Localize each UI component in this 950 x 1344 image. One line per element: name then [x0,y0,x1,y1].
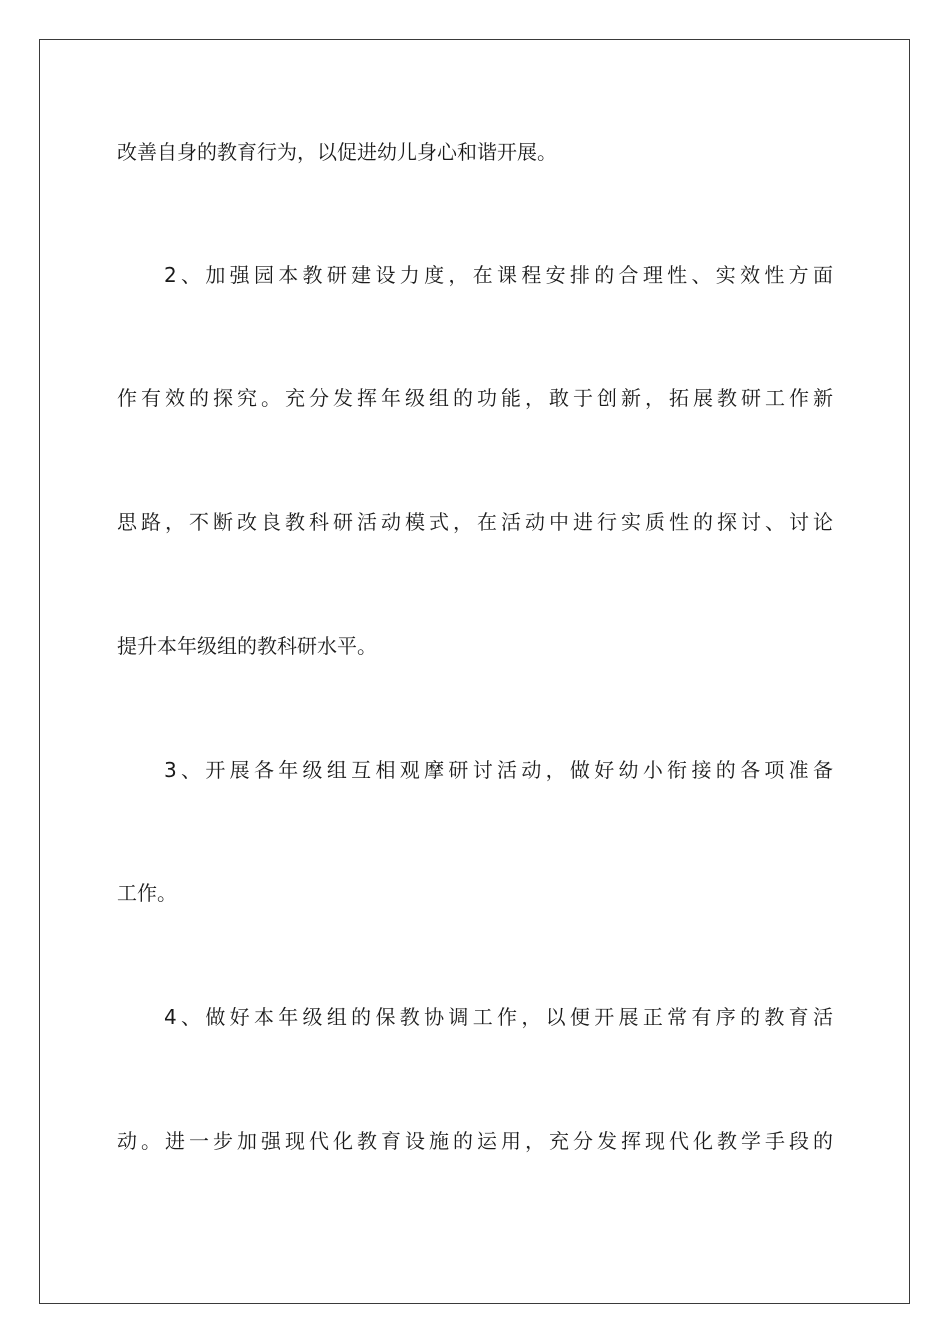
page-border [39,39,910,1304]
text-line-1: 改善自身的教育行为，以促进幼儿身心和谐开展。 [117,140,557,164]
text-line-3: 作有效的探究。充分发挥年级组的功能，敢于创新，拓展教研工作新 [117,386,833,410]
text-line-4: 思路，不断改良教科研活动模式，在活动中进行实质性的探讨、讨论 [117,510,833,534]
text-line-5: 提升本年级组的教科研水平。 [117,634,377,658]
text-line-8: 4、做好本年级组的保教协调工作，以便开展正常有序的教育活 [164,1005,833,1029]
text-line-9: 动。进一步加强现代化教育设施的运用，充分发挥现代化教学手段的 [117,1129,833,1153]
text-line-2: 2、加强园本教研建设力度，在课程安排的合理性、实效性方面 [164,263,833,287]
text-line-7: 工作。 [117,881,177,905]
text-line-6: 3、开展各年级组互相观摩研讨活动，做好幼小衔接的各项准备 [164,758,833,782]
